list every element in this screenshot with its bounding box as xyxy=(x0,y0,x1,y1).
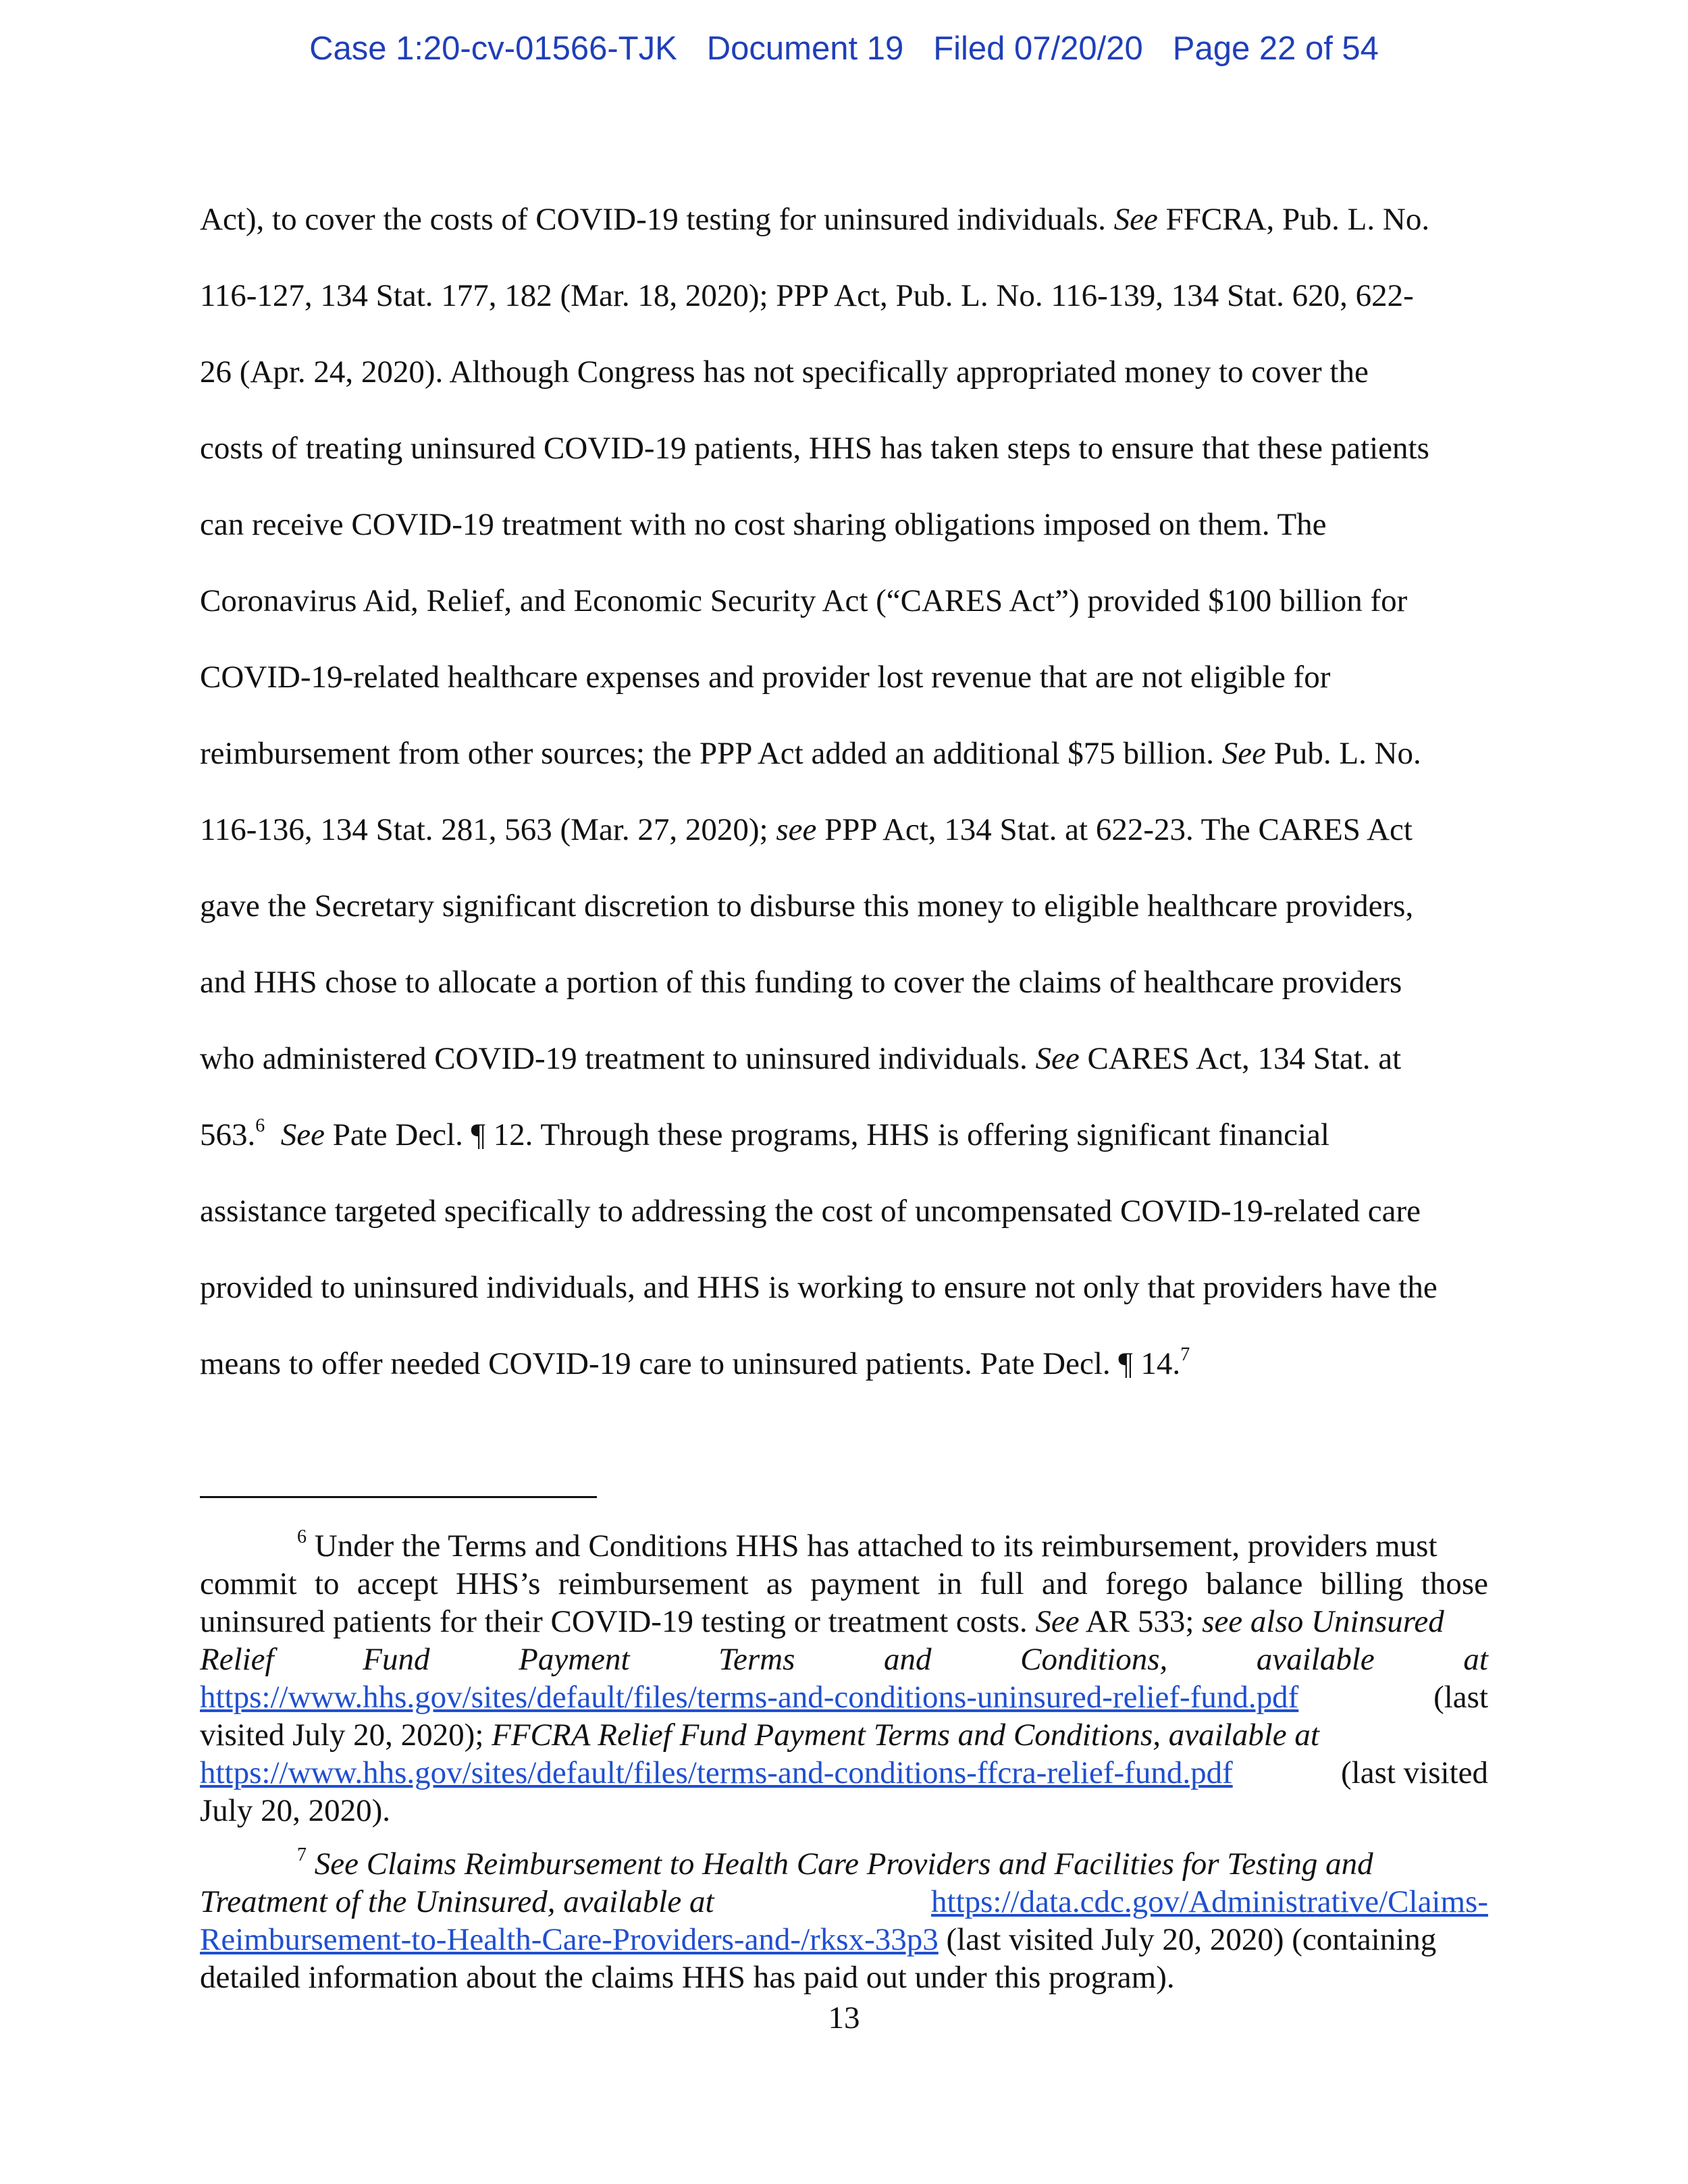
footnote-line: $^7$ See Claims Reimbursement to Health Care Providers and Facilities for Testing and xyxy=(297,1844,1373,1882)
footnote-line: https://www.hhs.gov/sites/default/files/terms-and-conditions-uninsured-relief-fund.pdf (last xyxy=(200,1680,1488,1715)
body-line: 116-127, 134 Stat. 177, 182 (Mar. 18, 2020); PPP Act, Pub. L. No. 116-139, 134 Stat. 620, 622- xyxy=(200,278,1414,313)
page-of-total: Page 22 of 54 xyxy=(1172,30,1379,67)
court-filing-header xyxy=(0,30,1688,68)
footnote-line: July 20, 2020). xyxy=(200,1793,390,1828)
body-line: reimbursement from other sources; the PPP Act added an additional $75 billion. See Pub. L. No. xyxy=(200,736,1421,771)
filed-date: Filed 07/20/20 xyxy=(933,30,1143,67)
body-line: means to offer needed COVID-19 care to uninsured patients. Pate Decl. ¶ 14.$^7$ xyxy=(200,1344,1190,1381)
body-line: who administered COVID-19 treatment to uninsured individuals. See CARES Act, 134 Stat. at xyxy=(200,1041,1402,1076)
body-line: 563.$^6$ See Pate Decl. ¶ 12. Through these programs, HHS is offering significant financial xyxy=(200,1115,1329,1152)
footnote-line: Treatment of the Uninsured, available at https://data.cdc.gov/Administrative/Claims- xyxy=(200,1884,1488,1919)
footnote-line: visited July 20, 2020); FFCRA Relief Fund Payment Terms and Conditions, available at xyxy=(200,1717,1319,1753)
body-line: Coronavirus Aid, Relief, and Economic Security Act (“CARES Act”) provided $100 billion for xyxy=(200,583,1408,618)
footnote-line: commit to accept HHS’s reimbursement as payment in full and forego balance billing those xyxy=(200,1566,1488,1601)
body-line: 26 (Apr. 24, 2020). Although Congress has not specifically appropriated money to cover the xyxy=(200,354,1369,390)
footnote-number: 6 xyxy=(297,1526,307,1547)
case-number: Case 1:20-cv-01566-TJK xyxy=(309,30,677,67)
body-line: COVID-19-related healthcare expenses and provider lost revenue that are not eligible for xyxy=(200,660,1331,695)
footnote-number: 7 xyxy=(297,1844,307,1865)
body-line: 116-136, 134 Stat. 281, 563 (Mar. 27, 2020); see PPP Act, 134 Stat. at 622-23. The CARES Act xyxy=(200,812,1413,847)
body-line: and HHS chose to allocate a portion of this funding to cover the claims of healthcare providers xyxy=(200,965,1402,1000)
cdc-claims-link[interactable]: https://data.cdc.gov/Administrative/Claims- xyxy=(931,1884,1488,1919)
document-number: Document 19 xyxy=(706,30,904,67)
body-line: assistance targeted specifically to addressing the cost of uncompensated COVID-19-related care xyxy=(200,1194,1421,1229)
page-number: 13 xyxy=(828,2000,860,2035)
footnote-line: uninsured patients for their COVID-19 testing or treatment costs. See AR 533; see also Uninsured xyxy=(200,1604,1444,1639)
footnote-line: $^6$ Under the Terms and Conditions HHS has attached to its reimbursement, providers must xyxy=(297,1526,1438,1564)
footnote-ref-6[interactable]: 6 xyxy=(255,1115,265,1136)
body-line: can receive COVID-19 treatment with no cost sharing obligations imposed on them. The xyxy=(200,507,1327,542)
body-line: gave the Secretary significant discretion to disburse this money to eligible healthcare providers, xyxy=(200,888,1414,924)
uninsured-terms-link[interactable]: https://www.hhs.gov/sites/default/files/terms-and-conditions-uninsured-relief-fund.pdf xyxy=(200,1680,1299,1715)
footnote-line: Reimbursement-to-Health-Care-Providers-and-/rksx-33p3 (last visited July 20, 2020) (containing xyxy=(200,1922,1437,1957)
body-line: Act), to cover the costs of COVID-19 testing for uninsured individuals. See FFCRA, Pub. L. No. xyxy=(200,202,1430,237)
footnote-line: Relief Fund Payment Terms and Conditions, available at xyxy=(200,1642,1488,1677)
cdc-claims-link-continued[interactable]: Reimbursement-to-Health-Care-Providers-and-/rksx-33p3 xyxy=(200,1922,939,1957)
body-line: costs of treating uninsured COVID-19 patients, HHS has taken steps to ensure that these patients xyxy=(200,431,1429,466)
footnote-line: detailed information about the claims HHS has paid out under this program). xyxy=(200,1960,1175,1995)
footnote-ref-7[interactable]: 7 xyxy=(1180,1344,1190,1365)
footnote-line: https://www.hhs.gov/sites/default/files/terms-and-conditions-ffcra-relief-fund.pdf (last visited xyxy=(200,1755,1488,1790)
footnote-separator xyxy=(200,1496,597,1498)
ffcra-terms-link[interactable]: https://www.hhs.gov/sites/default/files/terms-and-conditions-ffcra-relief-fund.pdf xyxy=(200,1755,1233,1790)
body-line: provided to uninsured individuals, and HHS is working to ensure not only that providers have the xyxy=(200,1270,1438,1305)
